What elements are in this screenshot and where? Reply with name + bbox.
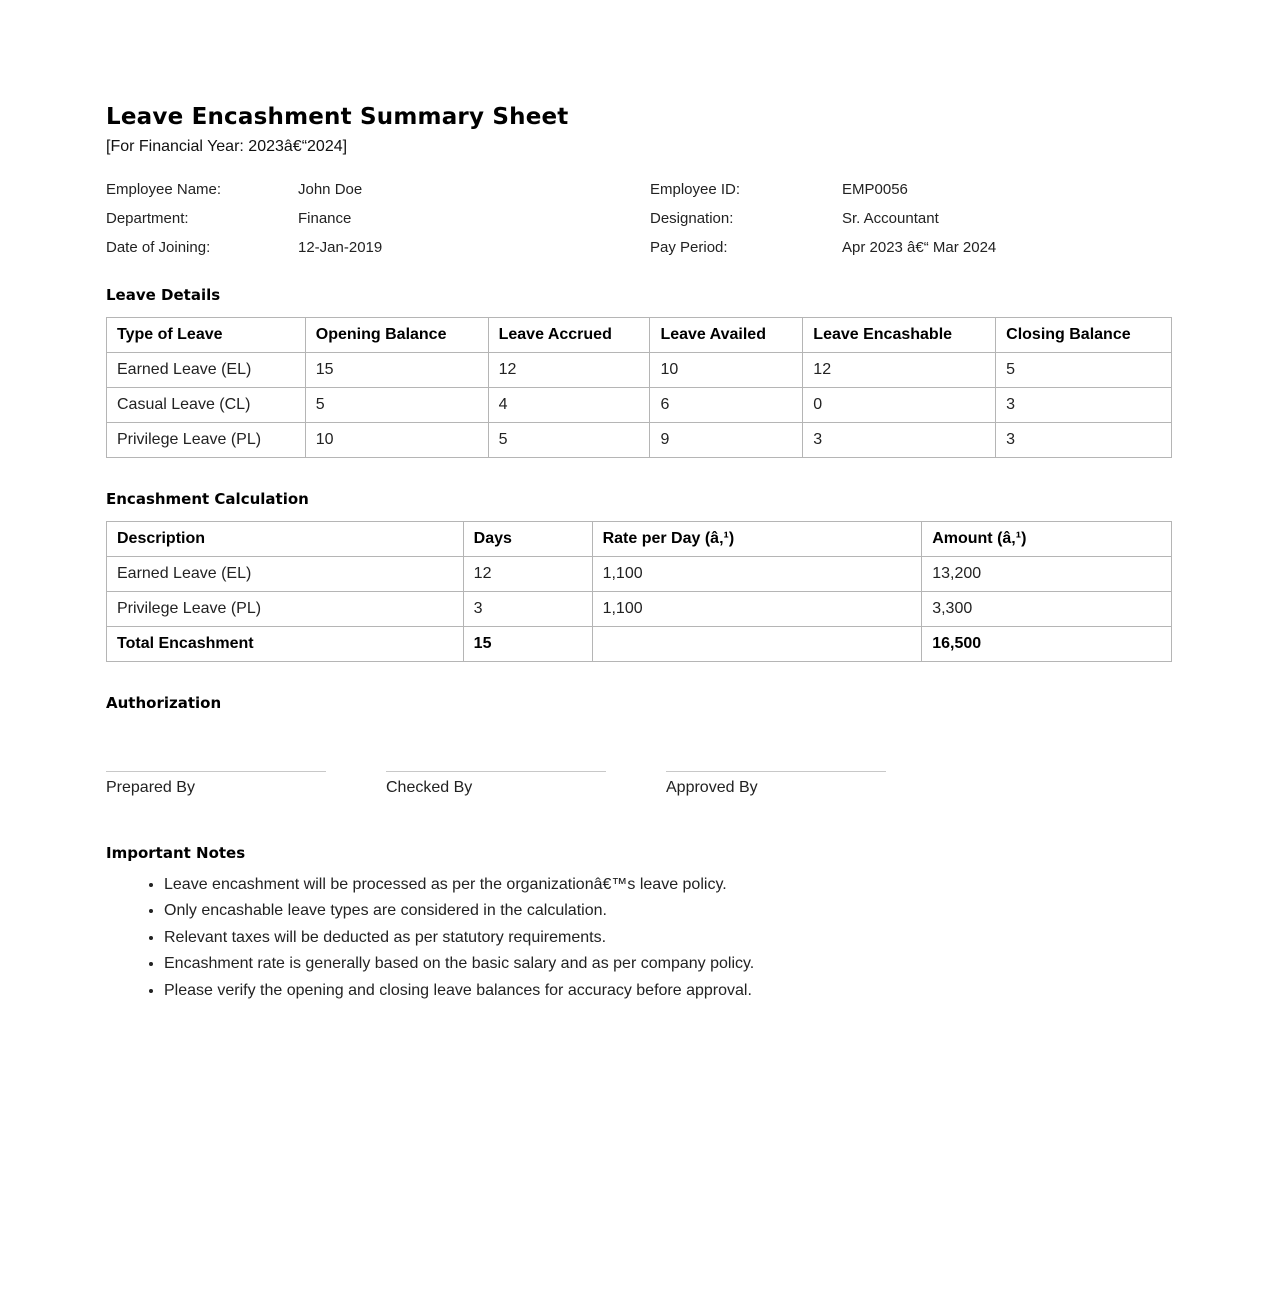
table-cell: 10 [305, 423, 488, 458]
table-row [107, 353, 1172, 388]
table-cell: 1,100 [592, 557, 922, 592]
table-row [107, 592, 1172, 627]
leave-details-table [106, 317, 1172, 458]
employee-id-value: EMP0056 [842, 181, 908, 198]
table-cell: 15 [305, 353, 488, 388]
department-label: Department: [106, 210, 189, 227]
table-cell: 0 [803, 388, 996, 423]
signature-line [386, 771, 606, 772]
table-header-row [107, 318, 1172, 353]
table-cell: 5 [305, 388, 488, 423]
encashment-table [106, 521, 1172, 662]
document-title: Leave Encashment Summary Sheet [106, 104, 569, 130]
column-header: Leave Availed [650, 318, 803, 353]
date-of-joining-label: Date of Joining: [106, 239, 211, 256]
designation-value: Sr. Accountant [842, 210, 939, 227]
list-item: • Leave encashment will be processed as per the organizationâ€™s leave policy. [164, 872, 1172, 898]
column-header: Description [107, 522, 464, 557]
pay-period-label: Pay Period: [650, 239, 728, 256]
signature-line [666, 771, 886, 772]
employee-id-label: Employee ID: [650, 181, 741, 198]
info-row [106, 209, 1172, 229]
checked-by-label: Checked By [386, 779, 473, 796]
table-cell: 4 [488, 388, 650, 423]
total-row [107, 627, 1172, 662]
important-notes-heading: Important Notes [106, 844, 246, 862]
table-cell: Privilege Leave (PL) [107, 423, 306, 458]
column-header: Amount (â‚¹) [922, 522, 1172, 557]
table-cell: Earned Leave (EL) [107, 353, 306, 388]
leave-details-heading: Leave Details [106, 286, 221, 304]
notes-list [106, 872, 1172, 1004]
table-row [107, 423, 1172, 458]
total-label: Total Encashment [107, 627, 464, 662]
info-row [106, 180, 1172, 200]
document-page [106, 100, 1172, 1004]
table-cell: 13,200 [922, 557, 1172, 592]
employee-info [106, 180, 1172, 270]
table-cell: 6 [650, 388, 803, 423]
table-row [107, 388, 1172, 423]
column-header: Rate per Day (â‚¹) [592, 522, 922, 557]
table-cell: 5 [996, 353, 1172, 388]
table-row [107, 557, 1172, 592]
list-item: • Relevant taxes will be deducted as per statutory requirements. [164, 925, 1172, 951]
department-value: Finance [298, 210, 352, 227]
info-row [106, 238, 1172, 258]
table-cell: 12 [488, 353, 650, 388]
encashment-calculation-heading: Encashment Calculation [106, 490, 309, 508]
table-cell: Earned Leave (EL) [107, 557, 464, 592]
total-days: 15 [463, 627, 592, 662]
list-item: • Please verify the opening and closing leave balances for accuracy before approval. [164, 978, 1172, 1004]
employee-name-value: John Doe [298, 181, 363, 198]
table-cell: 3 [803, 423, 996, 458]
list-item: • Encashment rate is generally based on the basic salary and as per company policy. [164, 951, 1172, 977]
column-header: Type of Leave [107, 318, 306, 353]
designation-label: Designation: [650, 210, 734, 227]
table-cell: 12 [803, 353, 996, 388]
signature-area [106, 713, 1172, 833]
authorization-heading: Authorization [106, 694, 222, 712]
prepared-by-label: Prepared By [106, 779, 195, 796]
table-cell: Casual Leave (CL) [107, 388, 306, 423]
table-cell: 12 [463, 557, 592, 592]
total-rate [592, 627, 922, 662]
column-header: Closing Balance [996, 318, 1172, 353]
column-header: Opening Balance [305, 318, 488, 353]
signature-line [106, 771, 326, 772]
table-cell: Privilege Leave (PL) [107, 592, 464, 627]
column-header: Leave Encashable [803, 318, 996, 353]
pay-period-value: Apr 2023 â€“ Mar 2024 [842, 239, 997, 256]
table-cell: 9 [650, 423, 803, 458]
table-cell: 3 [463, 592, 592, 627]
date-of-joining-value: 12-Jan-2019 [298, 239, 383, 256]
table-cell: 3 [996, 423, 1172, 458]
list-item: • Only encashable leave types are considered in the calculation. [164, 898, 1172, 924]
signature-block [666, 771, 886, 798]
approved-by-label: Approved By [666, 779, 758, 796]
table-cell: 5 [488, 423, 650, 458]
total-amount: 16,500 [922, 627, 1172, 662]
table-cell: 3,300 [922, 592, 1172, 627]
table-cell: 3 [996, 388, 1172, 423]
table-cell: 1,100 [592, 592, 922, 627]
table-header-row [107, 522, 1172, 557]
signature-block [386, 771, 606, 798]
employee-name-label: Employee Name: [106, 181, 222, 198]
column-header: Leave Accrued [488, 318, 650, 353]
financial-year-subtitle: [For Financial Year: 2023â€“2024] [106, 138, 348, 155]
table-cell: 10 [650, 353, 803, 388]
column-header: Days [463, 522, 592, 557]
signature-block [106, 771, 326, 798]
